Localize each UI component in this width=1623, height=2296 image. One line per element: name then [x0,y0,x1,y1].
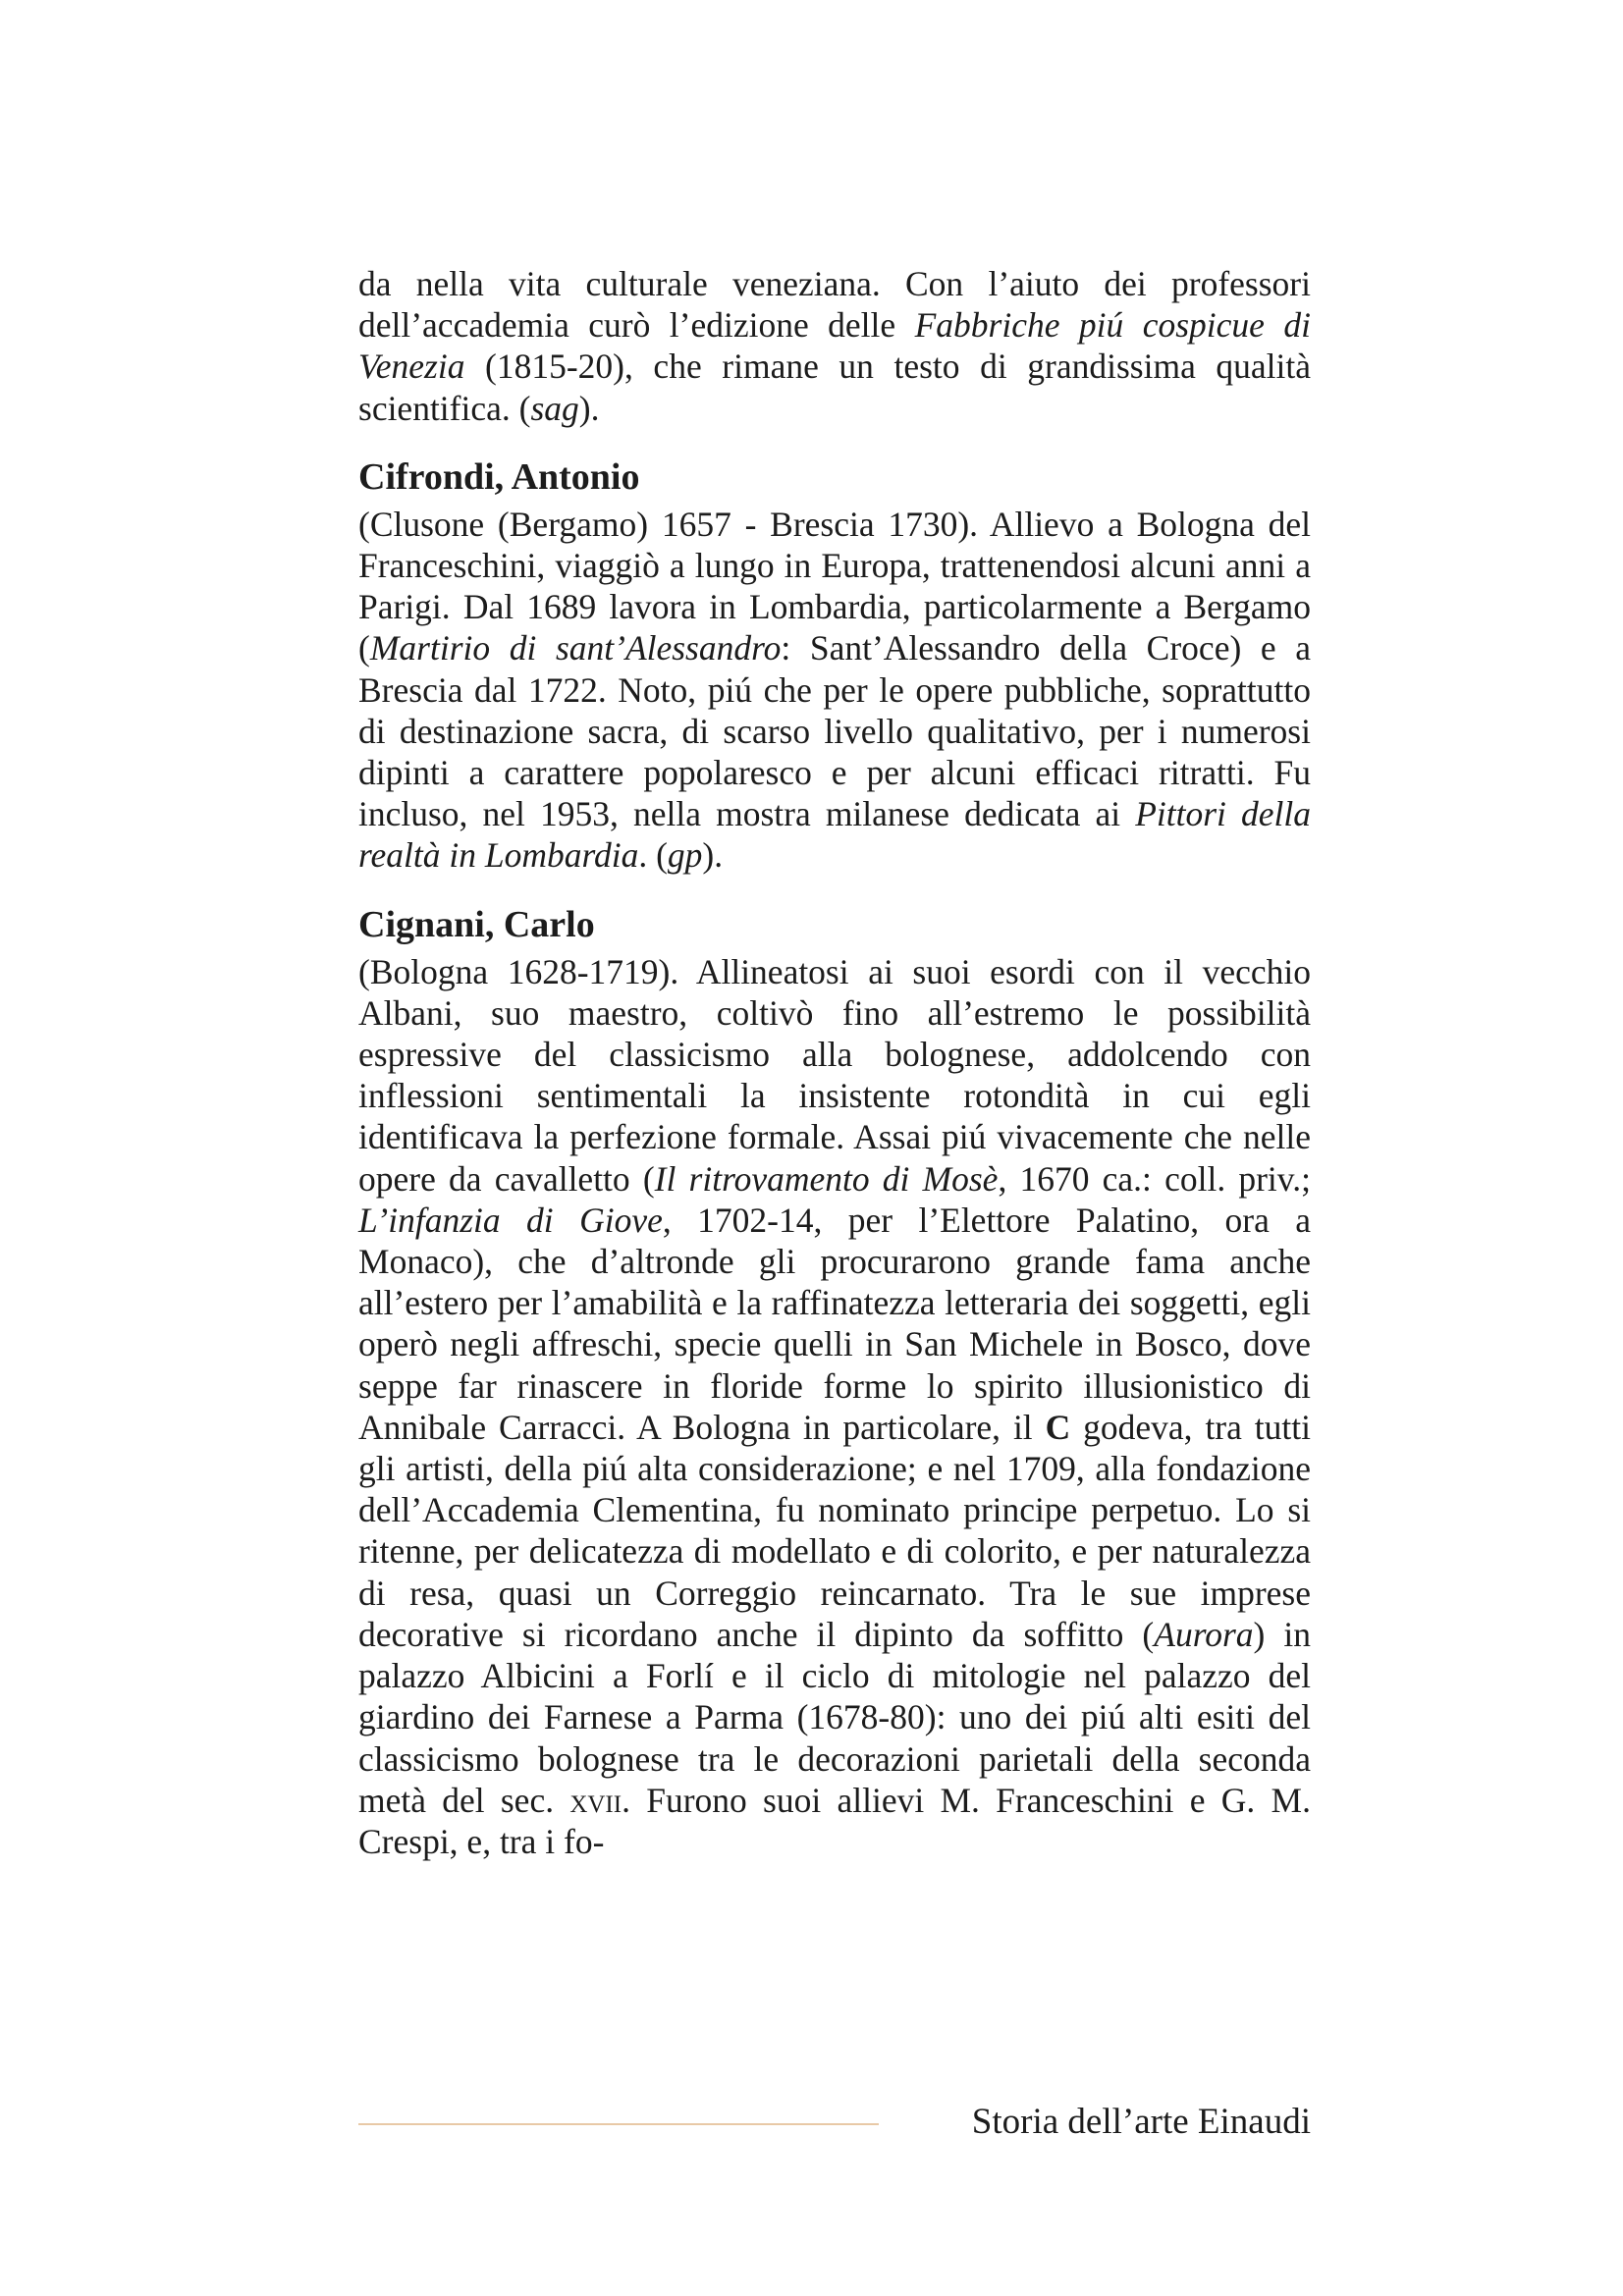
footer-title: Storia dell’arte Einaudi [971,2102,1311,2142]
text-run: da nella vita culturale veneziana. Con l’aiuto dei professori dell’accademia curò l’edizione delle [358,264,1311,346]
century-numeral: xvii [569,1780,622,1820]
footer-rule [358,2123,879,2125]
entry-body-cifrondi [358,504,1311,877]
italic-title: L’infanzia di Giove [358,1200,663,1240]
text-run: godeva, tra tutti gli artisti, della piú alta considerazione; e nel 1709, alla fondazione dell’Accademia Clementina, fu nominato principe perpetuo. Lo si ritenne, per delicatezza di modellato e di colorito, e per naturalezza di resa, quasi un Correggio reincarnato. Tra le sue imprese decorative si ricordano anche il dipinto da soffitto ( [358,1407,1311,1654]
entry-title-cifrondi: Cifrondi, Antonio [358,455,640,498]
text-run: ). [702,835,724,876]
text-run: . Furono suoi allievi M. Franceschini e G. M. Crespi, e, tra i fo- [358,1780,1311,1861]
text-run: , 1670 ca.: coll. priv.; [998,1158,1311,1199]
italic-title: Fabbriche piú cospicue di Venezia [358,305,1311,387]
text-run: (Bologna 1628-1719). Allineatosi ai suoi esordi con il vecchio Albani, suo maestro, coltivò fino all’estremo le possibilità espressive del classicismo alla bolognese, addolcendo con inflessioni sentimentali la insistente rotondità in cui egli identificava la perfezione formale. Assai piú vivacemente che nelle opere da cavalletto ( [358,951,1311,1199]
text-run: ) in palazzo Albicini a Forlí e il ciclo di mitologie nel palazzo del giardino dei Farnese a Parma (1678-80): uno dei piú alti esiti del classicismo bolognese tra le decorazioni parietali della seconda metà del sec. [358,1614,1312,1820]
entry-body-cignani [358,951,1311,1862]
intro-paragraph [358,263,1311,429]
text-run: ). [578,388,600,428]
text-run: : Sant’Alessandro della Croce) e a Brescia dal 1722. Noto, piú che per le opere pubbliche, soprattutto di destinazione sacra, di scarso livello qualitativo, per i numerosi dipinti a carattere popolaresco e per alcuni efficaci ritratti. Fu incluso, nel 1953, nella mostra milanese dedicata ai [358,628,1311,834]
italic-title: Il ritrovamento di Mosè [654,1158,999,1199]
bold-abbreviation: C [1045,1407,1071,1447]
italic-title: Pittori della realtà in Lombardia [358,794,1311,876]
author-initials: gp [667,835,703,876]
italic-title: Aurora [1154,1614,1254,1654]
text-run: (1815-20), che rimane un testo di grandissima qualità scientifica. ( [358,347,1311,428]
italic-title: Martirio di sant’Alessandro [369,628,782,668]
text-run: . ( [638,835,668,876]
entry-title-cignani: Cignani, Carlo [358,903,595,945]
text-run: , 1702-14, per l’Elettore Palatino, ora a Monaco), che d’altronde gli procurarono grande fama anche all’estero per l’amabilità e la raffinatezza letteraria dei soggetti, egli operò negli affreschi, specie quelli in San Michele in Bosco, dove seppe far rinascere in floride forme lo spirito illusionistico di Annibale Carracci. A Bologna in particolare, il [358,1200,1312,1447]
author-initials: sag [530,388,579,428]
text-run: (Clusone (Bergamo) 1657 - Brescia 1730). Allievo a Bologna del Franceschini, viaggiò a lungo in Europa, trattenendosi alcuni anni a Parigi. Dal 1689 lavora in Lombardia, particolarmente a Bergamo ( [358,504,1311,668]
page-footer [358,2099,1311,2148]
page-content [358,263,1311,1862]
